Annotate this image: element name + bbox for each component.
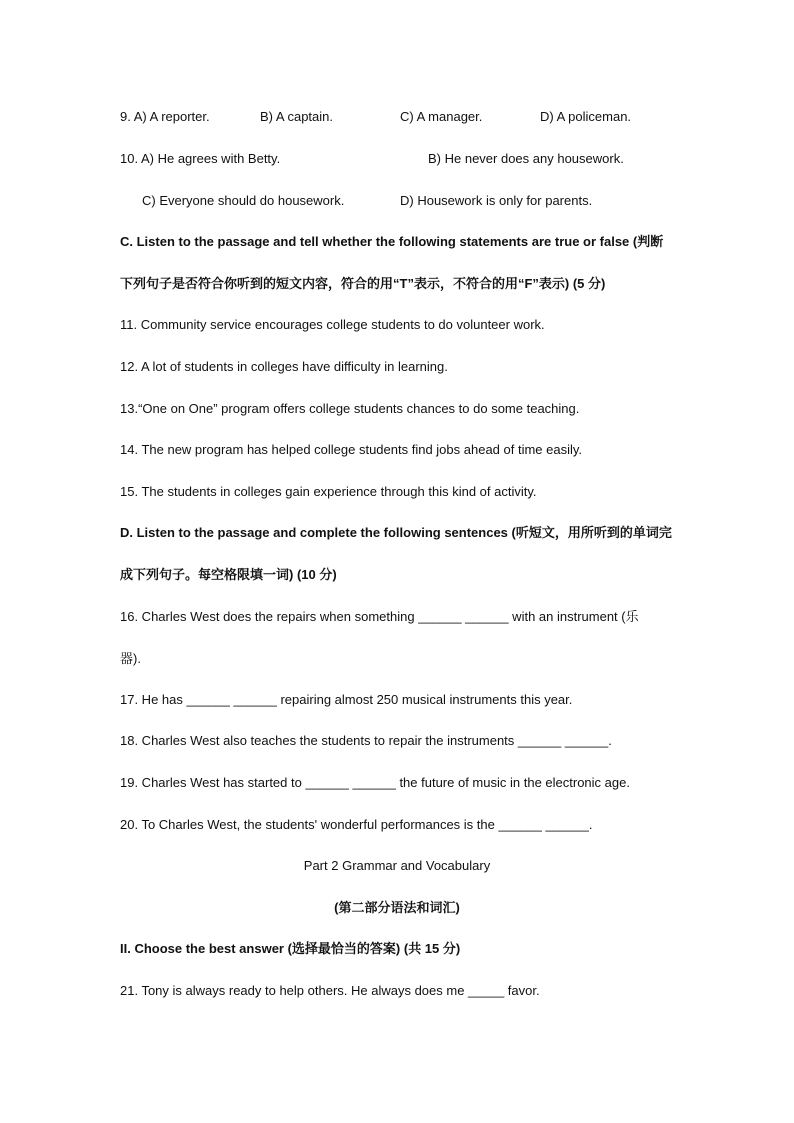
q9-number-option-a [120,108,210,126]
blank-question-17: 17. He has ______ ______ repairing almost 250 musical instruments this year. [120,692,573,707]
q9-option-c: C) A manager. [400,109,483,124]
q9-option-b: B) A captain. [260,109,333,124]
q10-option-d: D) Housework is only for parents. [400,193,593,208]
blank-question-16-line2: 器). [120,651,141,666]
q10-option-a: A) He agrees with Betty. [140,151,281,166]
part2-title: Part 2 Grammar and Vocabulary [303,858,491,873]
statement-11: 11. Community service encourages college students to do volunteer work. [120,317,545,332]
part2-subtitle: (第二部分语法和词汇) [334,900,460,915]
q10-option-b: B) He never does any housework. [428,151,624,166]
statement-14: 14. The new program has helped college students find jobs ahead of time easily. [120,442,583,457]
section-d-heading-line2: 成下列句子。每空格限填一词) (10 分) [120,567,337,582]
section-c-heading-line1: C. Listen to the passage and tell whether the following statements are true or false (判断 [120,234,664,249]
q9-option-a-text: A) A reporter. [133,109,210,124]
statement-13: 13.“One on One” program offers college students chances to do some teaching. [120,401,580,416]
q10-option-c: C) Everyone should do housework. [142,193,345,208]
statement-12: 12. A lot of students in colleges have difficulty in learning. [120,359,448,374]
question-21: 21. Tony is always ready to help others. He always does me _____ favor. [120,983,540,998]
q10-number-option-a [120,150,280,168]
section-d-heading-line1: D. Listen to the passage and complete the following sentences (听短文，用所听到的单词完 [120,525,672,540]
section-c-heading-line2: 下列句子是否符合你听到的短文内容，符合的用“T”表示，不符合的用“F”表示) (5 分) [120,276,606,291]
statement-15: 15. The students in colleges gain experience through this kind of activity. [120,484,537,499]
blank-question-20: 20. To Charles West, the students' wonderful performances is the ______ ______. [120,817,593,832]
blank-question-19: 19. Charles West has started to ______ ______ the future of music in the electronic age. [120,775,630,790]
q9-number: 9. [120,109,131,124]
blank-question-16-line1: 16. Charles West does the repairs when something ______ ______ with an instrument (乐 [120,609,639,624]
blank-question-18: 18. Charles West also teaches the students to repair the instruments ______ ______. [120,733,612,748]
section-ii-heading: II. Choose the best answer (选择最恰当的答案) (共 15 分) [120,941,461,956]
q10-number: 10. [120,151,139,166]
q9-option-d: D) A policeman. [540,109,632,124]
